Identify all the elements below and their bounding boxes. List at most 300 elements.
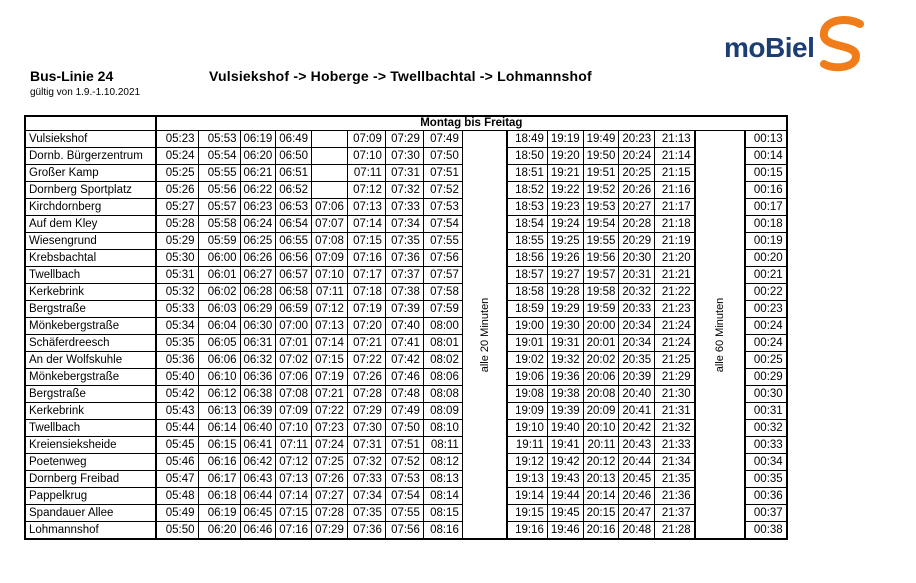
- departure-time: 21:30: [655, 386, 695, 403]
- departure-time: 08:13: [423, 471, 462, 488]
- stop-name: Krebsbachtal: [25, 250, 156, 267]
- departure-time: 21:13: [655, 131, 695, 148]
- departure-time: 19:28: [547, 284, 583, 301]
- departure-time: 20:44: [619, 454, 655, 471]
- departure-time-last: 00:23: [745, 301, 787, 318]
- departure-time: 07:54: [423, 216, 462, 233]
- departure-time: 06:36: [240, 369, 276, 386]
- departure-time: 07:15: [347, 233, 385, 250]
- departure-time: 20:13: [583, 471, 619, 488]
- stop-name: Pappelkrug: [25, 488, 156, 505]
- departure-time: 18:56: [507, 250, 547, 267]
- departure-time: 07:52: [385, 454, 423, 471]
- departure-time: 05:30: [156, 250, 198, 267]
- departure-time: 07:11: [276, 437, 312, 454]
- departure-time: 21:33: [655, 437, 695, 454]
- departure-time: 07:26: [312, 471, 348, 488]
- departure-time: 19:32: [547, 352, 583, 369]
- departure-time: 21:24: [655, 318, 695, 335]
- departure-time: 08:06: [423, 369, 462, 386]
- stop-name: Großer Kamp: [25, 165, 156, 182]
- stop-name: Dornb. Bürgerzentrum: [25, 148, 156, 165]
- departure-time: 07:15: [312, 352, 348, 369]
- departure-time: 07:34: [385, 216, 423, 233]
- departure-time: 08:10: [423, 420, 462, 437]
- table-row: [25, 352, 787, 369]
- departure-time: 05:49: [156, 505, 198, 522]
- departure-time: 21:34: [655, 454, 695, 471]
- departure-time: 19:00: [507, 318, 547, 335]
- departure-time: 21:35: [655, 471, 695, 488]
- departure-time: 07:50: [423, 148, 462, 165]
- departure-time: 07:20: [347, 318, 385, 335]
- departure-time: 08:09: [423, 403, 462, 420]
- departure-time: 19:22: [547, 182, 583, 199]
- departure-time: 07:40: [385, 318, 423, 335]
- departure-time: 20:14: [583, 488, 619, 505]
- stop-name: Dornberg Sportplatz: [25, 182, 156, 199]
- departure-time: 20:08: [583, 386, 619, 403]
- departure-time: 19:39: [547, 403, 583, 420]
- departure-time: 05:46: [156, 454, 198, 471]
- stop-name: Mönkebergstraße: [25, 318, 156, 335]
- departure-time: [312, 182, 348, 199]
- departure-time: 07:26: [347, 369, 385, 386]
- departure-time-last: 00:34: [745, 454, 787, 471]
- departure-time: 19:53: [583, 199, 619, 216]
- table-row: [25, 182, 787, 199]
- departure-time: 07:22: [312, 403, 348, 420]
- departure-time: 07:14: [347, 216, 385, 233]
- departure-time: 06:18: [198, 488, 240, 505]
- table-row: [25, 148, 787, 165]
- departure-time: 21:17: [655, 199, 695, 216]
- table-row: [25, 301, 787, 318]
- stop-name: Bergstraße: [25, 386, 156, 403]
- departure-time: 07:28: [312, 505, 348, 522]
- departure-time: 20:01: [583, 335, 619, 352]
- departure-time: 18:50: [507, 148, 547, 165]
- stop-name: Schäferdreesch: [25, 335, 156, 352]
- departure-time: 19:15: [507, 505, 547, 522]
- departure-time-last: 00:17: [745, 199, 787, 216]
- departure-time: 19:36: [547, 369, 583, 386]
- departure-time: 06:29: [240, 301, 276, 318]
- stop-name: Poetenweg: [25, 454, 156, 471]
- departure-time-last: 00:24: [745, 335, 787, 352]
- departure-time: 18:52: [507, 182, 547, 199]
- departure-time: 19:08: [507, 386, 547, 403]
- departure-time: 07:58: [423, 284, 462, 301]
- departure-time: 07:12: [312, 301, 348, 318]
- departure-time: 07:01: [276, 335, 312, 352]
- stop-name: Kreiensieksheide: [25, 437, 156, 454]
- departure-time: 06:54: [276, 216, 312, 233]
- departure-time: 19:59: [583, 301, 619, 318]
- departure-time: 05:50: [156, 522, 198, 540]
- departure-time: 07:35: [385, 233, 423, 250]
- departure-time: 21:36: [655, 488, 695, 505]
- table-row: [25, 284, 787, 301]
- departure-time: 21:16: [655, 182, 695, 199]
- departure-time: 20:27: [619, 199, 655, 216]
- departure-time: 07:21: [347, 335, 385, 352]
- table-row: [25, 369, 787, 386]
- departure-time-last: 00:22: [745, 284, 787, 301]
- departure-time: 06:27: [240, 267, 276, 284]
- period-header: Montag bis Freitag: [156, 116, 787, 131]
- departure-time: 06:12: [198, 386, 240, 403]
- departure-time: 20:46: [619, 488, 655, 505]
- departure-time: 19:16: [507, 522, 547, 540]
- departure-time: 06:31: [240, 335, 276, 352]
- departure-time: 05:32: [156, 284, 198, 301]
- departure-time: 19:14: [507, 488, 547, 505]
- departure-time: 07:31: [385, 165, 423, 182]
- departure-time: 05:36: [156, 352, 198, 369]
- stop-name: Vulsiekshof: [25, 131, 156, 148]
- departure-time: 07:29: [347, 403, 385, 420]
- departure-time-last: 00:15: [745, 165, 787, 182]
- departure-time: 19:44: [547, 488, 583, 505]
- departure-time: 07:49: [385, 403, 423, 420]
- timetable-body: [25, 131, 787, 540]
- departure-time: 08:08: [423, 386, 462, 403]
- departure-time: 06:17: [198, 471, 240, 488]
- departure-time: 06:24: [240, 216, 276, 233]
- table-row: [25, 165, 787, 182]
- departure-time: 06:46: [240, 522, 276, 540]
- departure-time: 18:54: [507, 216, 547, 233]
- departure-time: 06:03: [198, 301, 240, 318]
- departure-time: 20:33: [619, 301, 655, 318]
- departure-time: 07:31: [347, 437, 385, 454]
- interval-60-column: [695, 131, 745, 540]
- departure-time-last: 00:30: [745, 386, 787, 403]
- departure-time: 20:35: [619, 352, 655, 369]
- departure-time: 05:57: [198, 199, 240, 216]
- departure-time-last: 00:20: [745, 250, 787, 267]
- departure-time: 21:32: [655, 420, 695, 437]
- departure-time: 19:09: [507, 403, 547, 420]
- departure-time: 07:50: [385, 420, 423, 437]
- departure-time: 20:24: [619, 148, 655, 165]
- departure-time: 08:02: [423, 352, 462, 369]
- departure-time-last: 00:38: [745, 522, 787, 540]
- departure-time: 07:19: [312, 369, 348, 386]
- departure-time: 06:45: [240, 505, 276, 522]
- departure-time: 07:13: [347, 199, 385, 216]
- departure-time: 20:23: [619, 131, 655, 148]
- brand-s-icon: [816, 16, 868, 76]
- departure-time: 05:42: [156, 386, 198, 403]
- departure-time: 07:36: [385, 250, 423, 267]
- table-row: [25, 216, 787, 233]
- stop-name: Lohmannshof: [25, 522, 156, 540]
- departure-time: 21:22: [655, 284, 695, 301]
- departure-time: 06:21: [240, 165, 276, 182]
- departure-time: 07:51: [385, 437, 423, 454]
- departure-time: 19:30: [547, 318, 583, 335]
- departure-time: 18:53: [507, 199, 547, 216]
- departure-time: 06:52: [276, 182, 312, 199]
- departure-time: 19:57: [583, 267, 619, 284]
- departure-time: 06:50: [276, 148, 312, 165]
- departure-time: [312, 148, 348, 165]
- stop-name: Wiesengrund: [25, 233, 156, 250]
- departure-time: 06:28: [240, 284, 276, 301]
- departure-time: 21:37: [655, 505, 695, 522]
- departure-time: 19:20: [547, 148, 583, 165]
- departure-time-last: 00:36: [745, 488, 787, 505]
- departure-time: 07:11: [312, 284, 348, 301]
- departure-time: 08:00: [423, 318, 462, 335]
- departure-time: 07:54: [385, 488, 423, 505]
- departure-time: [312, 165, 348, 182]
- stop-name: Auf dem Kley: [25, 216, 156, 233]
- departure-time: 18:57: [507, 267, 547, 284]
- departure-time: 05:47: [156, 471, 198, 488]
- table-row: [25, 522, 787, 540]
- table-row: [25, 318, 787, 335]
- table-row: [25, 131, 787, 148]
- departure-time: 21:29: [655, 369, 695, 386]
- departure-time: 06:19: [240, 131, 276, 148]
- departure-time: 21:18: [655, 216, 695, 233]
- departure-time: 19:19: [547, 131, 583, 148]
- departure-time: 07:28: [347, 386, 385, 403]
- departure-time: 07:16: [276, 522, 312, 540]
- departure-time: 20:10: [583, 420, 619, 437]
- departure-time: 20:11: [583, 437, 619, 454]
- departure-time: 07:38: [385, 284, 423, 301]
- departure-time: 20:41: [619, 403, 655, 420]
- departure-time-last: 00:13: [745, 131, 787, 148]
- table-row: [25, 233, 787, 250]
- departure-time: 08:11: [423, 437, 462, 454]
- departure-time: 19:01: [507, 335, 547, 352]
- departure-time: 20:16: [583, 522, 619, 540]
- departure-time: 07:32: [385, 182, 423, 199]
- departure-time: 05:34: [156, 318, 198, 335]
- departure-time: 19:58: [583, 284, 619, 301]
- table-row: [25, 267, 787, 284]
- table-row: [25, 403, 787, 420]
- departure-time: 08:01: [423, 335, 462, 352]
- departure-time: 19:26: [547, 250, 583, 267]
- departure-time: 05:29: [156, 233, 198, 250]
- departure-time: 21:25: [655, 352, 695, 369]
- departure-time: 19:12: [507, 454, 547, 471]
- interval-60-label: alle 60 Minuten: [713, 297, 726, 372]
- departure-time-last: 00:37: [745, 505, 787, 522]
- departure-time: 19:38: [547, 386, 583, 403]
- departure-time: 07:34: [347, 488, 385, 505]
- departure-time: 19:11: [507, 437, 547, 454]
- departure-time: 18:59: [507, 301, 547, 318]
- departure-time: 21:19: [655, 233, 695, 250]
- departure-time: 07:14: [276, 488, 312, 505]
- table-row: [25, 199, 787, 216]
- departure-time: 06:20: [240, 148, 276, 165]
- departure-time: 07:33: [385, 199, 423, 216]
- brand-name: moBiel: [724, 32, 815, 63]
- stop-name: An der Wolfskuhle: [25, 352, 156, 369]
- departure-time: 07:29: [385, 131, 423, 148]
- departure-time: 06:43: [240, 471, 276, 488]
- departure-time: 07:59: [423, 301, 462, 318]
- departure-time: 07:48: [385, 386, 423, 403]
- departure-time: 19:56: [583, 250, 619, 267]
- departure-time: 06:14: [198, 420, 240, 437]
- departure-time: 20:34: [619, 335, 655, 352]
- departure-time: 07:24: [312, 437, 348, 454]
- departure-time: 06:32: [240, 352, 276, 369]
- departure-time: 06:40: [240, 420, 276, 437]
- departure-time: 07:12: [276, 454, 312, 471]
- departure-time: 08:12: [423, 454, 462, 471]
- stop-name: Spandauer Allee: [25, 505, 156, 522]
- departure-time: 06:41: [240, 437, 276, 454]
- table-row: [25, 437, 787, 454]
- departure-time: 05:45: [156, 437, 198, 454]
- departure-time: 07:56: [385, 522, 423, 540]
- departure-time: 20:32: [619, 284, 655, 301]
- departure-time-last: 00:19: [745, 233, 787, 250]
- departure-time: 08:15: [423, 505, 462, 522]
- departure-time: 07:09: [347, 131, 385, 148]
- departure-time: 07:55: [385, 505, 423, 522]
- departure-time: 07:08: [276, 386, 312, 403]
- departure-time: 06:51: [276, 165, 312, 182]
- stop-name: Twellbach: [25, 267, 156, 284]
- departure-time: 06:10: [198, 369, 240, 386]
- departure-time-last: 00:35: [745, 471, 787, 488]
- departure-time: 06:15: [198, 437, 240, 454]
- departure-time: 21:23: [655, 301, 695, 318]
- departure-time: 07:22: [347, 352, 385, 369]
- departure-time: 07:56: [423, 250, 462, 267]
- departure-time: 07:12: [347, 182, 385, 199]
- departure-time: 19:41: [547, 437, 583, 454]
- departure-time: 19:23: [547, 199, 583, 216]
- departure-time: 07:11: [347, 165, 385, 182]
- departure-time: 20:39: [619, 369, 655, 386]
- departure-time: 05:55: [198, 165, 240, 182]
- departure-time: 07:23: [312, 420, 348, 437]
- departure-time: 07:08: [312, 233, 348, 250]
- departure-time: 07:30: [347, 420, 385, 437]
- departure-time: 07:09: [276, 403, 312, 420]
- departure-time: 05:53: [198, 131, 240, 148]
- departure-time: 06:39: [240, 403, 276, 420]
- departure-time: 06:02: [198, 284, 240, 301]
- departure-time: 07:37: [385, 267, 423, 284]
- departure-time: 05:59: [198, 233, 240, 250]
- departure-time: 19:52: [583, 182, 619, 199]
- departure-time: 05:56: [198, 182, 240, 199]
- departure-time: 20:25: [619, 165, 655, 182]
- departure-time: 07:17: [347, 267, 385, 284]
- departure-time: 19:55: [583, 233, 619, 250]
- departure-time: 07:36: [347, 522, 385, 540]
- departure-time: 20:00: [583, 318, 619, 335]
- departure-time: 21:28: [655, 522, 695, 540]
- departure-time: 20:40: [619, 386, 655, 403]
- departure-time: 21:15: [655, 165, 695, 182]
- departure-time: 06:57: [276, 267, 312, 284]
- table-row: [25, 454, 787, 471]
- stop-name: Bergstraße: [25, 301, 156, 318]
- table-row: [25, 488, 787, 505]
- departure-time: 19:42: [547, 454, 583, 471]
- departure-time: 07:27: [312, 488, 348, 505]
- departure-time: 06:23: [240, 199, 276, 216]
- departure-time: 05:33: [156, 301, 198, 318]
- departure-time: 20:26: [619, 182, 655, 199]
- departure-time: 07:13: [276, 471, 312, 488]
- departure-time: 21:24: [655, 335, 695, 352]
- departure-time: 20:45: [619, 471, 655, 488]
- departure-time: 07:19: [347, 301, 385, 318]
- departure-time: 19:43: [547, 471, 583, 488]
- table-row: [25, 335, 787, 352]
- departure-time: 19:45: [547, 505, 583, 522]
- validity-period: gültig von 1.9.-1.10.2021: [30, 87, 141, 98]
- departure-time: 07:32: [347, 454, 385, 471]
- departure-time-last: 00:24: [745, 318, 787, 335]
- departure-time: 20:06: [583, 369, 619, 386]
- departure-time: 06:53: [276, 199, 312, 216]
- departure-time: 05:58: [198, 216, 240, 233]
- departure-time: 07:49: [423, 131, 462, 148]
- departure-time: 06:55: [276, 233, 312, 250]
- departure-time: 06:00: [198, 250, 240, 267]
- departure-time: 07:29: [312, 522, 348, 540]
- departure-time: 07:16: [347, 250, 385, 267]
- departure-time: 20:12: [583, 454, 619, 471]
- departure-time: 06:44: [240, 488, 276, 505]
- departure-time: 19:27: [547, 267, 583, 284]
- departure-time: 06:42: [240, 454, 276, 471]
- departure-time: 07:52: [423, 182, 462, 199]
- departure-time: 21:31: [655, 403, 695, 420]
- departure-time: 18:55: [507, 233, 547, 250]
- departure-time: 07:10: [347, 148, 385, 165]
- departure-time: 18:49: [507, 131, 547, 148]
- departure-time: 07:25: [312, 454, 348, 471]
- departure-time-last: 00:31: [745, 403, 787, 420]
- table-row: [25, 471, 787, 488]
- departure-time: 19:31: [547, 335, 583, 352]
- departure-time: 05:43: [156, 403, 198, 420]
- table-row: [25, 505, 787, 522]
- departure-time: 07:42: [385, 352, 423, 369]
- departure-time: 05:26: [156, 182, 198, 199]
- departure-time: 05:35: [156, 335, 198, 352]
- departure-time: 05:54: [198, 148, 240, 165]
- departure-time: 07:06: [312, 199, 348, 216]
- departure-time: 19:54: [583, 216, 619, 233]
- departure-time: 05:31: [156, 267, 198, 284]
- departure-time: 06:59: [276, 301, 312, 318]
- departure-time: 21:20: [655, 250, 695, 267]
- departure-time: 05:25: [156, 165, 198, 182]
- departure-time: 07:06: [276, 369, 312, 386]
- departure-time: 20:15: [583, 505, 619, 522]
- departure-time: 07:07: [312, 216, 348, 233]
- departure-time: 19:02: [507, 352, 547, 369]
